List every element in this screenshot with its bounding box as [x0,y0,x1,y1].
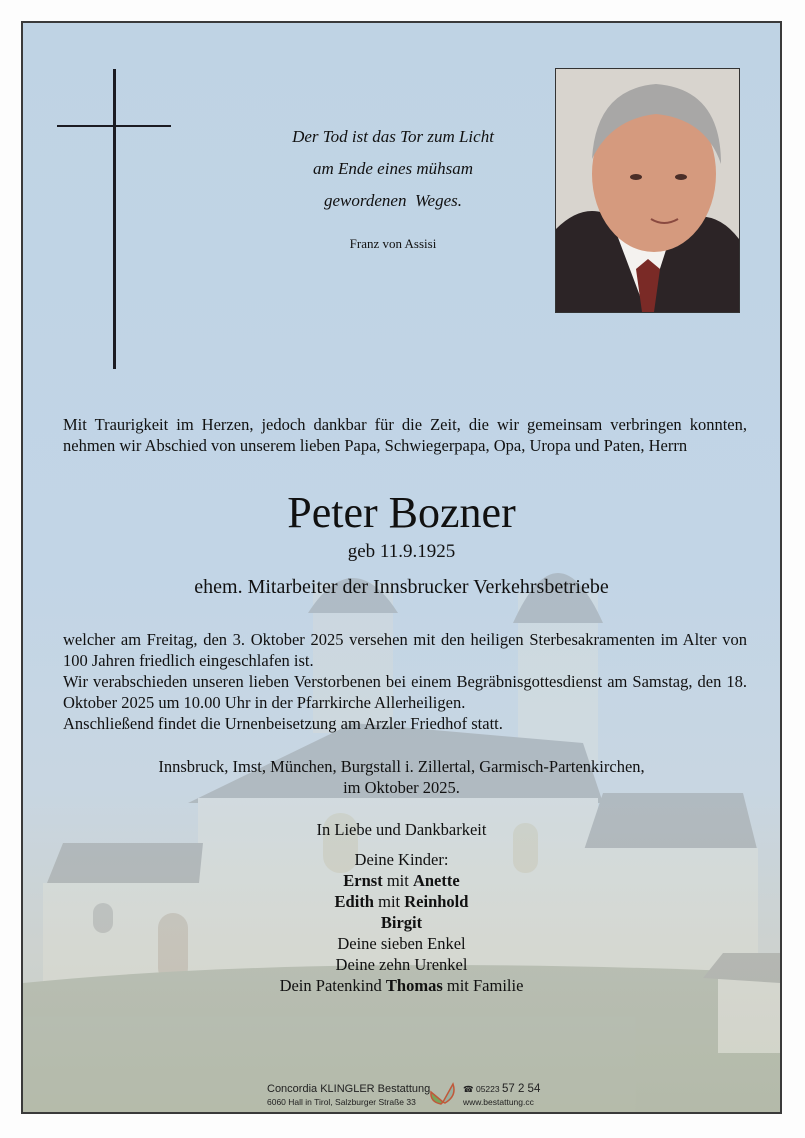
quote-line: am Ende eines mühsam [312,159,474,178]
godchild [23,975,780,996]
cross-icon-horizontal [57,125,171,127]
butterfly-icon [429,1082,457,1108]
occupation: ehem. Mitarbeiter der Innsbrucker Verkehrsbetriebe [194,576,609,598]
quote-line: Der Tod ist das Tor zum Licht [292,127,494,146]
great-grandchildren: Deine zehn Urenkel [335,955,468,974]
funeral-home-footer [263,1081,583,1111]
contact-info [463,1083,540,1109]
date-line: im Oktober 2025. [343,778,460,797]
cross-icon-vertical [113,69,116,369]
mourner-couple [23,870,780,891]
phone-number: 57 2 54 [501,1083,541,1095]
mourner-name: Anette [412,871,460,890]
godchild-post: mit Familie [446,976,524,995]
portrait-photo [555,68,740,313]
mourner-name: Edith [334,892,374,911]
mourner-name: Reinhold [404,892,469,911]
portrait-image [556,69,739,312]
mourner-single [23,912,780,933]
quote-line: gewordenen Weges. [323,191,463,210]
mit-text: mit [378,892,401,911]
mourner-name: Birgit [380,913,423,932]
obituary-card [21,21,782,1114]
phone-icon: ☎ [463,1084,474,1094]
company-address: 6060 Hall in Tirol, Salzburger Straße 33 [267,1097,416,1107]
company-name: Concordia KLINGLER Bestattung [267,1083,431,1095]
mourner-name: Thomas [385,976,443,995]
places-line: Innsbruck, Imst, München, Burgstall i. Zillertal, Garmisch-Partenkirchen, [158,757,645,776]
greeting: In Liebe und Dankbarkeit [316,820,487,839]
places-date [23,756,780,798]
mit-text: mit [386,871,409,890]
quote-author: Franz von Assisi [349,236,437,251]
phone-prefix: 05223 [475,1084,500,1094]
funeral-paragraph: Wir verabschieden unseren lieben Verstorbenen bei einem Begräbnisgottesdienst am Samstag, den 18. Oktober 2025 um 10.00 Uhr in der Pfarrkirche Allerheiligen. [63,672,747,712]
children-label: Deine Kinder: [354,850,449,869]
deceased-name: Peter Bozner [287,488,516,537]
mourner-name: Ernst [343,871,383,890]
mourners-list [23,819,780,996]
website-link[interactable]: www.bestattung.cc [463,1097,534,1107]
mourner-couple [23,891,780,912]
godchild-pre: Dein Patenkind [279,976,382,995]
intro-text: Mit Traurigkeit im Herzen, jedoch dankbar für die Zeit, die wir gemeinsam verbringen konnten, nehmen wir Abschied von unserem lieben Papa, Schwiegerpapa, Opa, Uropa und Paten, Herrn [63,415,747,455]
burial-paragraph: Anschließend findet die Urnenbeisetzung am Arzler Friedhof statt. [63,714,503,733]
company-info [267,1083,430,1109]
birth-date: geb 11.9.1925 [347,541,456,562]
announcement-text [63,629,747,734]
grandchildren: Deine sieben Enkel [337,934,466,953]
phone [463,1083,540,1096]
quote [243,121,543,217]
death-paragraph: welcher am Freitag, den 3. Oktober 2025 versehen mit den heiligen Sterbesakramenten im Alter von 100 Jahren friedlich eingeschlafen ist. [63,630,747,670]
